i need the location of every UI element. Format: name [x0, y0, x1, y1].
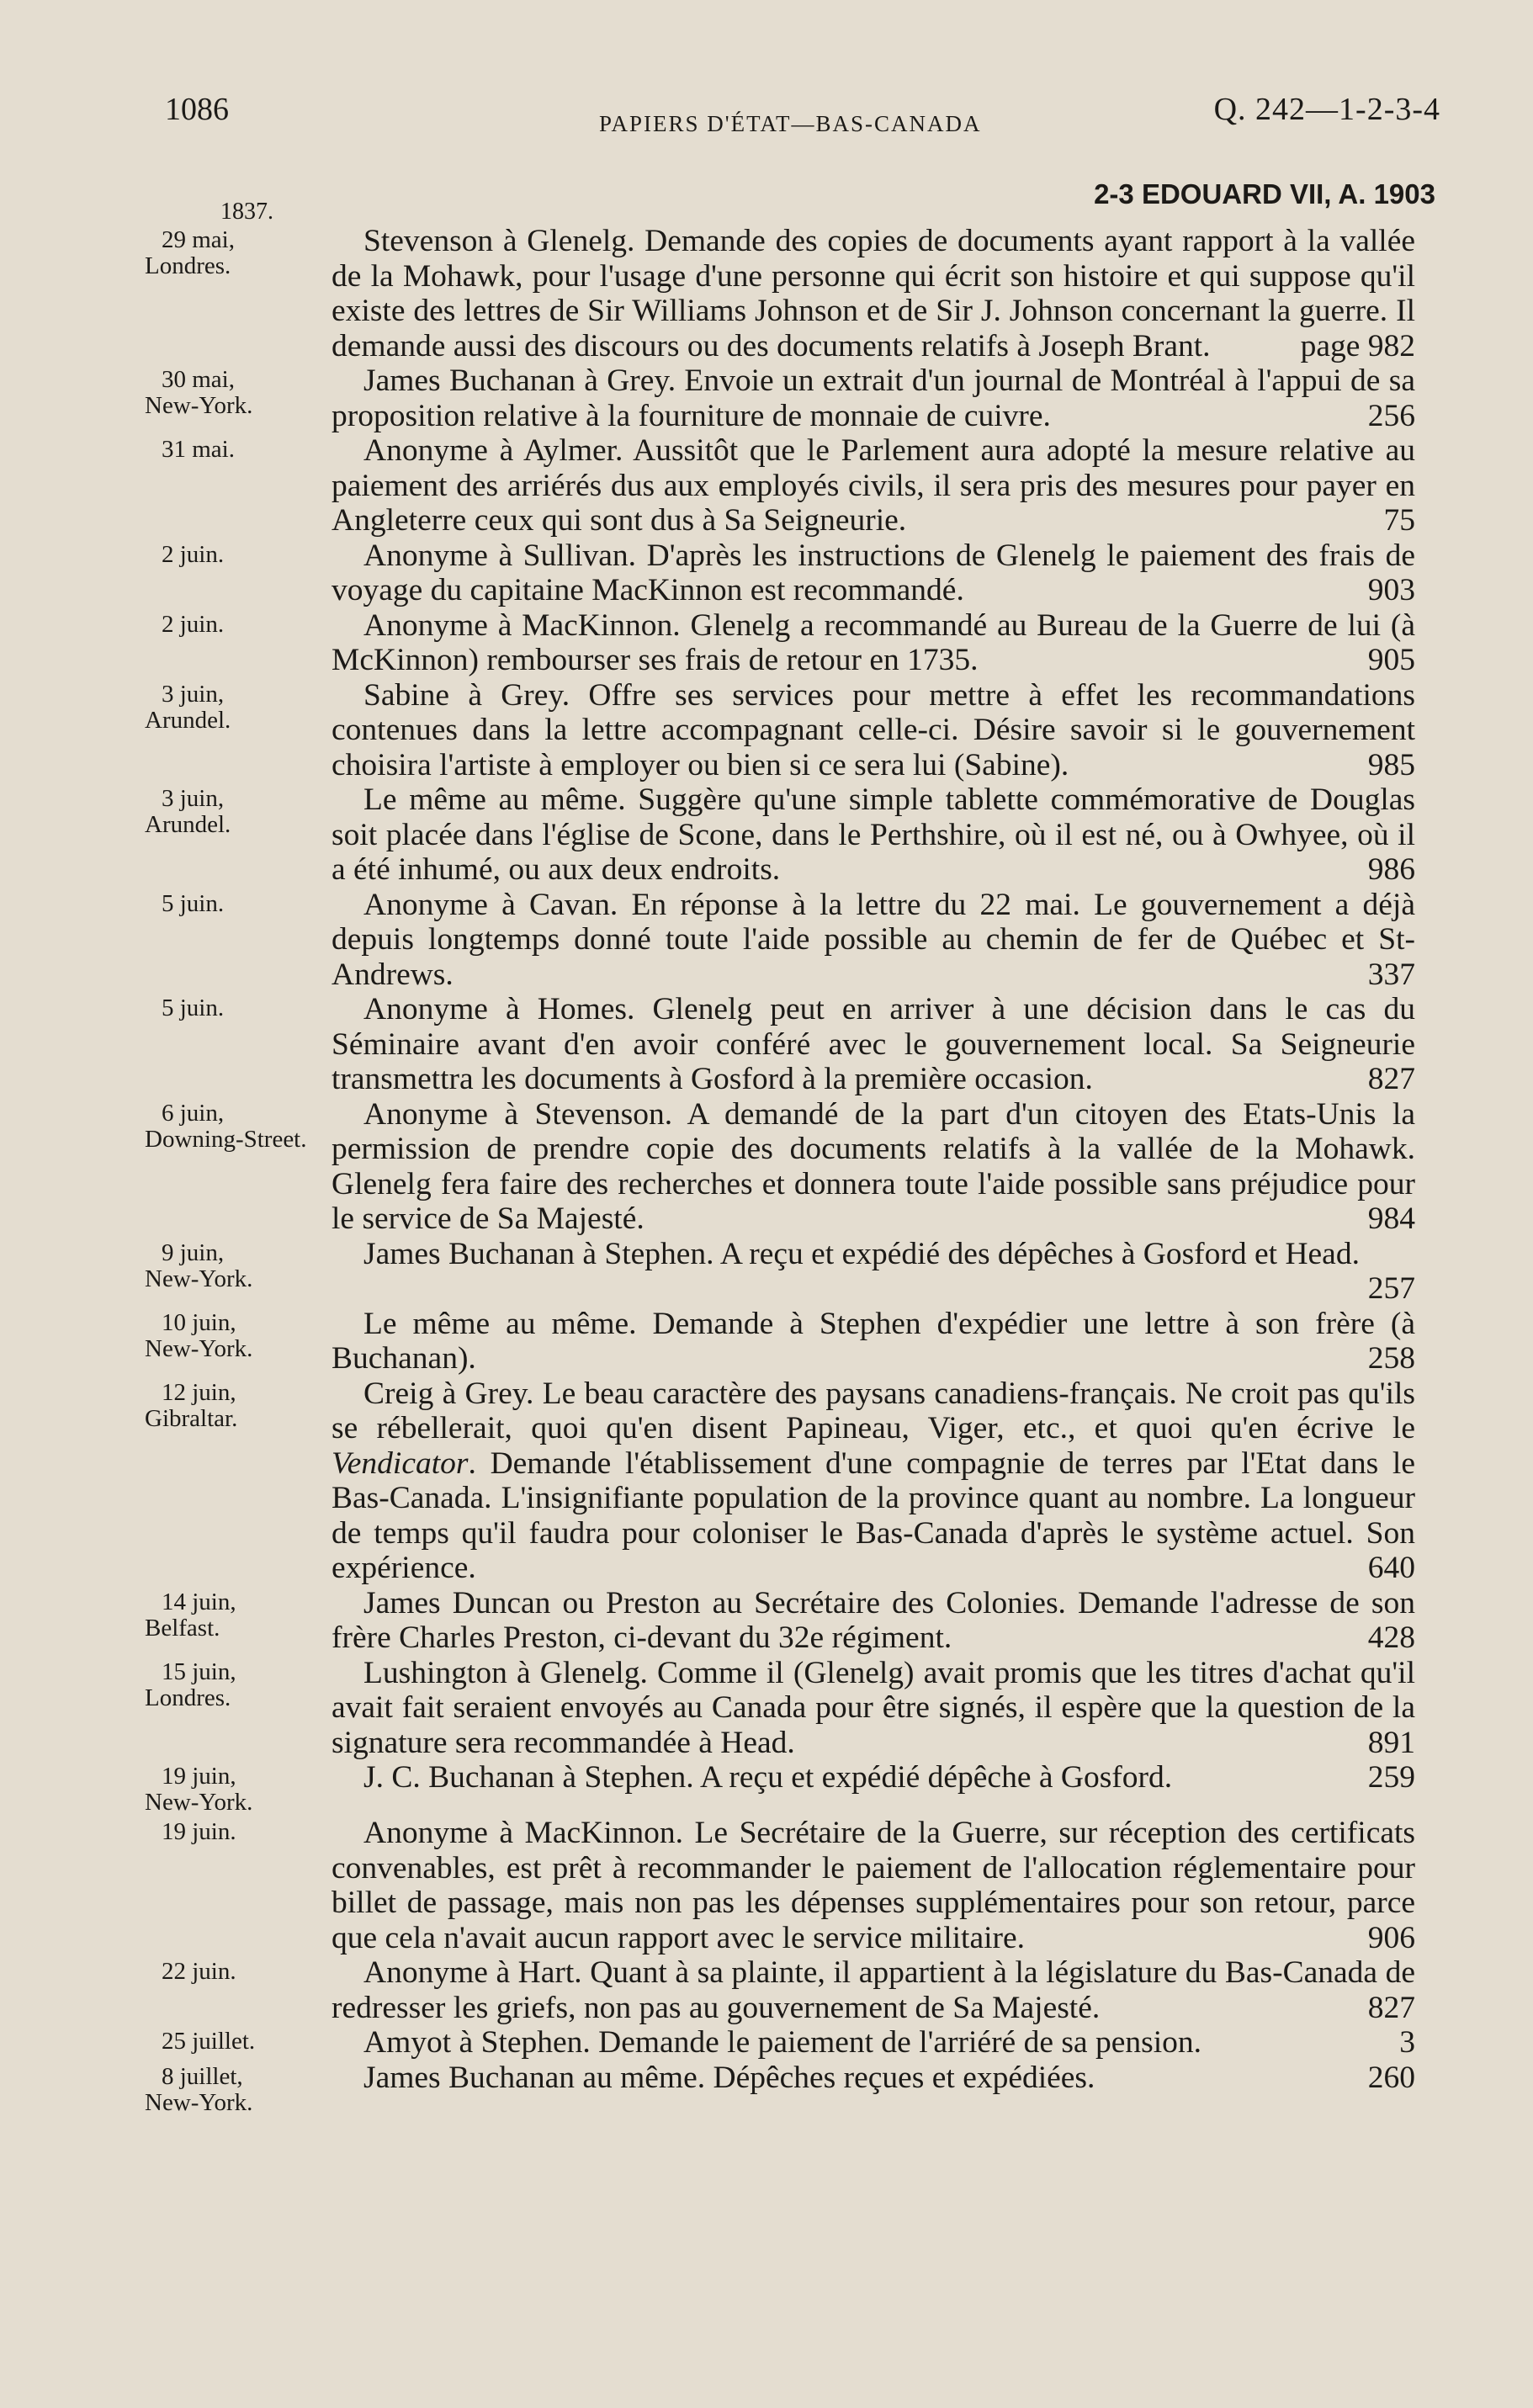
entry: [145, 888, 1440, 993]
entry-text: Anonyme à Hart. Quant à sa plainte, il appartient à la législature du Bas-Canada de redresser les griefs, non pas au gouvernement de Sa Majesté. 827: [332, 1955, 1415, 2025]
page-ref: 260: [1367, 2060, 1415, 2095]
page-ref: 984: [1367, 1201, 1415, 1236]
entry-date: 3 juin, Arundel.: [145, 680, 231, 734]
entry: [145, 433, 1440, 538]
page-ref: page 982: [1300, 328, 1415, 363]
entry-text: James Buchanan à Grey. Envoie un extrait d'un journal de Montréal à l'appui de sa proposition relative à la fourniture de monnaie de cuivre. 256: [332, 363, 1415, 433]
page-ref: 258: [1367, 1341, 1415, 1376]
page-ref: 985: [1367, 747, 1415, 782]
entry-text: Anonyme à MacKinnon. Le Secrétaire de la Guerre, sur réception des certificats convenables, est prêt à recommander le paiement de l'allocation réglementaire pour billet de passage, mais non pas les dépenses supplémentaires pour son retour, parce que cela n'avait aucun rapport avec le service militaire. 906: [332, 1816, 1415, 1955]
entry-date: 2 juin.: [162, 540, 225, 568]
entry-text: Lushington à Glenelg. Comme il (Glenelg) avait promis que les titres d'achat qu'il avait fait seraient envoyés au Canada pour être signés, il espère que la question de la signature sera recommandée à Head. 891: [332, 1655, 1415, 1760]
entry-text: James Duncan ou Preston au Secrétaire des Colonies. Demande l'adresse de son frère Charles Preston, ci-devant du 32e régiment. 428: [332, 1585, 1415, 1655]
entry-text: Sabine à Grey. Offre ses services pour mettre à effet les recommandations contenues dans la lettre accompagnant celle-ci. Désire savoir si le gouvernement choisira l'artiste à employer ou bien si ce sera lui (Sabine). 985: [332, 677, 1415, 782]
entry-date: 30 mai, New-York.: [145, 366, 253, 419]
entry-date: 8 juillet, New-York.: [145, 2062, 253, 2116]
entry-date: 31 mai.: [162, 436, 235, 463]
page-ref: 986: [1367, 852, 1415, 887]
page-ref: 891: [1367, 1725, 1415, 1760]
entry: [145, 1955, 1440, 2025]
entry-date: 3 juin, Arundel.: [145, 785, 231, 838]
volume-reference: Q. 242—1-2-3-4: [1213, 92, 1440, 127]
entry-date: 22 juin.: [162, 1958, 236, 1985]
page-ref: 905: [1367, 643, 1415, 677]
entry-text: Anonyme à MacKinnon. Glenelg a recommandé au Bureau de la Guerre de lui (à McKinnon) rembourser ses frais de retour en 1735. 905: [332, 607, 1415, 677]
page-number: 1086: [165, 92, 229, 127]
running-title: PAPIERS D'ÉTAT—BAS-CANADA: [599, 111, 982, 136]
page-ref: 259: [1367, 1760, 1415, 1795]
entry-text: J. C. Buchanan à Stephen. A reçu et expédié dépêche à Gosford. 259: [363, 1760, 1415, 1795]
page-ref: 906: [1367, 1920, 1415, 1955]
entry-date: 29 mai, Londres.: [145, 226, 235, 279]
entry: [145, 992, 1440, 1097]
entry-date: 2 juin.: [162, 610, 225, 638]
page-ref: 3: [1399, 2025, 1415, 2060]
page-ref: 257: [1367, 1271, 1415, 1306]
entry: [145, 1237, 1440, 1307]
page-ref: 827: [1367, 1062, 1415, 1096]
page-ref: 337: [1367, 957, 1415, 992]
entry-date: 25 juillet.: [162, 2028, 256, 2055]
page-ref: 256: [1367, 398, 1415, 433]
entry: [145, 608, 1440, 678]
entry-date: 9 juin, New-York.: [145, 1238, 253, 1292]
entry: [145, 1586, 1440, 1656]
entry-text: James Buchanan à Stephen. A reçu et expédié des dépêches à Gosford et Head. 257: [363, 1236, 1415, 1306]
entry-text: Le même au même. Suggère qu'une simple tablette commémorative de Douglas soit placée dans l'église de Scone, dans le Perthshire, où il est né, ou à Owhyee, où il a été inhumé, ou aux deux endroits. 986: [332, 782, 1415, 887]
entry-text: Stevenson à Glenelg. Demande des copies de documents ayant rapport à la vallée de la Mohawk, pour l'usage d'une personne qui écrit son histoire et qui suppose qu'il existe des lettres de Sir Williams Johnson et de Sir J. Johnson concernant la guerre. Il demande aussi des discours ou des documents relatifs à Joseph Brant. page 982: [332, 224, 1415, 363]
entry-text: Anonyme à Homes. Glenelg peut en arriver à une décision dans le cas du Séminaire avant d'en avoir conféré avec le gouvernement local. Sa Seigneurie transmettra les documents à Gosford à la première occasion. 827: [332, 992, 1415, 1096]
entry: [145, 1097, 1440, 1237]
entry-text: Amyot à Stephen. Demande le paiement de l'arriéré de sa pension. 3: [363, 2025, 1415, 2060]
entry: [145, 1760, 1440, 1816]
entry-text: Creig à Grey. Le beau caractère des paysans canadiens-français. Ne croit pas qu'ils se rébellerait, quoi qu'en disent Papineau, Viger, etc., et quoi qu'en écrive le Vendicator. Demande l'établissement d'une compagnie de terres par l'Etat dans le Bas-Canada. L'insignifiante population de la province quant au nombre. La longueur de temps qu'il faudra pour coloniser le Bas-Canada d'après le système actuel. Son expérience. 640: [332, 1376, 1415, 1585]
page-ref: 903: [1367, 573, 1415, 607]
entry: [145, 363, 1440, 433]
entry: [145, 2025, 1440, 2061]
entry-text: Anonyme à Stevenson. A demandé de la part d'un citoyen des Etats-Unis la permission de prendre copie des documents relatifs à la vallée de la Mohawk. Glenelg fera faire des recherches et donnera toute l'aide possible sans préjudice pour le service de Sa Majesté. 984: [332, 1096, 1415, 1236]
entry-text: Anonyme à Sullivan. D'après les instructions de Glenelg le paiement des frais de voyage du capitaine MacKinnon est recommandé. 903: [332, 538, 1415, 607]
entry: [145, 678, 1440, 783]
entry-date: 12 juin, Gibraltar.: [145, 1378, 238, 1432]
year-label: 1837.: [220, 199, 273, 225]
page-ref: 827: [1367, 1990, 1415, 2025]
entry-date: 6 juin, Downing-Street.: [145, 1099, 307, 1153]
italic-title: Vendicator: [332, 1445, 469, 1481]
entry: [145, 1656, 1440, 1761]
page-ref: 75: [1383, 503, 1415, 538]
entry: [145, 1376, 1440, 1586]
entry-text: Anonyme à Aylmer. Aussitôt que le Parlement aura adopté la mesure relative au paiement des arriérés dus aux employés civils, il sera pris des mesures pour payer en Angleterre ceux qui sont dus à Sa Seigneurie. 75: [332, 433, 1415, 538]
entry-text: Le même au même. Demande à Stephen d'expédier une lettre à son frère (à Buchanan). 258: [332, 1306, 1415, 1376]
entry-date: 5 juin.: [162, 889, 225, 917]
entry-date: 14 juin, Belfast.: [145, 1588, 236, 1642]
entry-date: 5 juin.: [162, 994, 225, 1021]
page-ref: 428: [1367, 1620, 1415, 1655]
calendar-entries: [145, 224, 1440, 2116]
entry: [145, 782, 1440, 888]
entry-date: 19 juin.: [162, 1818, 236, 1845]
entry: [145, 538, 1440, 608]
session-label: 2-3 EDOUARD VII, A. 1903: [1094, 178, 1435, 210]
entry: [145, 224, 1440, 363]
entry-date: 19 juin, New-York.: [145, 1763, 253, 1816]
entry-text: James Buchanan au même. Dépêches reçues et expédiées. 260: [363, 2060, 1415, 2095]
page-ref: 640: [1367, 1551, 1415, 1585]
entry-date: 10 juin, New-York.: [145, 1308, 253, 1362]
entry: [145, 1816, 1440, 1955]
entry-date: 15 juin, Londres.: [145, 1657, 236, 1711]
entry-text: Anonyme à Cavan. En réponse à la lettre du 22 mai. Le gouvernement a déjà depuis longtemps donné toute l'aide possible au chemin de fer de Québec et St-Andrews. 337: [332, 887, 1415, 992]
entry: [145, 1307, 1440, 1376]
entry: [145, 2061, 1440, 2116]
